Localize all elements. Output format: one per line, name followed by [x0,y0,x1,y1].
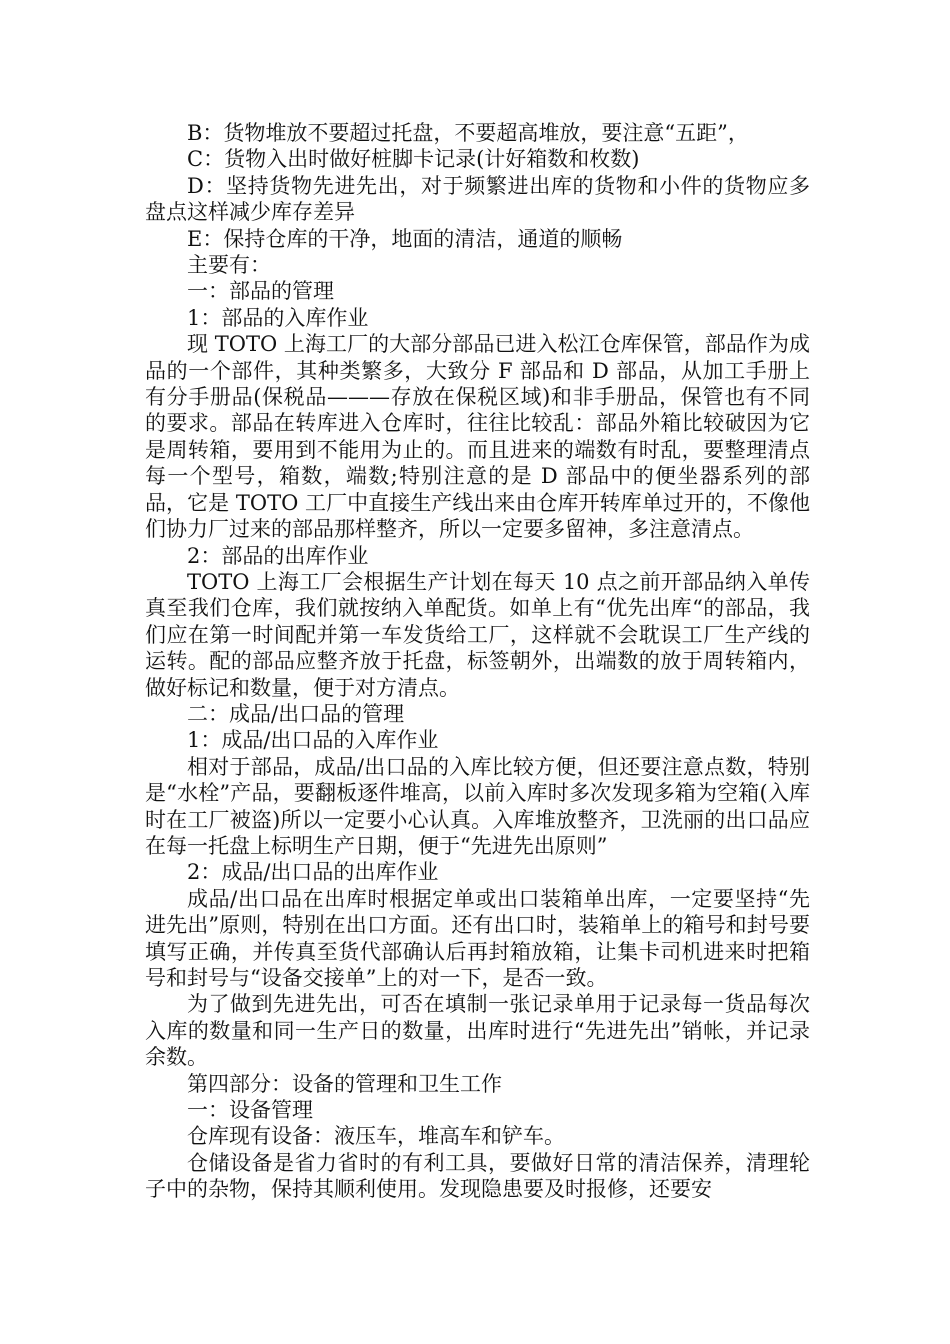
subsection-heading: 2：成品/出口品的出库作业 [187,860,439,885]
paragraph: 主要有： [187,253,271,278]
paragraph: 成品/出口品在出库时根据定单或出口装箱单出库，一定要坚持“先进先出”原则，特别在出口方面。还有出口时，装箱单上的箱号和封号要填写正确，并传真至货代部确认后再封箱放箱，让集卡司机进来时把箱号和封号与“设备交接单”上的对一下，是否一致。 [145,886,810,990]
paragraph: D：坚持货物先进先出，对于频繁进出库的货物和小件的货物应多盘点这样减少库存差异 [145,173,810,225]
paragraph: 仓储设备是省力省时的有利工具，要做好日常的清洁保养，清理轮子中的杂物，保持其顺利使用。发现隐患要及时报修，还要安 [145,1150,810,1202]
paragraph: 为了做到先进先出，可否在填制一张记录单用于记录每一货品每次入库的数量和同一生产日的数量，出库时进行“先进先出”销帐，并记录余数。 [145,992,810,1070]
part-heading: 第四部分：设备的管理和卫生工作 [187,1071,502,1096]
subsection-heading: 1：部品的入库作业 [187,305,369,330]
paragraph: E：保持仓库的干净，地面的清洁，通道的顺畅 [187,226,623,251]
paragraph: 现 TOTO 上海工厂的大部分部品已进入松江仓库保管，部品作为成品的一个部件，其种类繁多，大致分 F 部品和 D 部品，从加工手册上有分手册品(保税品———存放在保税区域)和非手册品，保管也有不同的要求。部品在转库进入仓库时，往往比较乱：部品外箱比较破因为它是周转箱，要用到不能用为止的。而且进来的端数有时乱，要整理清点每一个型号，箱数，端数;特别注意的是 D 部品中的便坐器系列的部品，它是 TOTO 工厂中直接生产线出来由仓库开转库单过开的，不像他们协力厂过来的部品那样整齐，所以一定要多留神，多注意清点。 [145,332,810,542]
paragraph: B：货物堆放不要超过托盘，不要超高堆放，要注意“五距”， [187,121,749,145]
section-heading: 一：设备管理 [187,1098,313,1123]
paragraph: 仓库现有设备：液压车，堆高车和铲车。 [187,1124,565,1149]
subsection-heading: 2：部品的出库作业 [187,543,369,568]
section-heading: 一：部品的管理 [187,279,334,304]
paragraph: TOTO 上海工厂会根据生产计划在每天 10 点之前开部品纳入单传真至我们仓库，我们就按纳入单配货。如单上有“优先出库“的部品，我们应在第一时间配并第一车发货给工厂，这样就不会耽误工厂生产线的运转。配的部品应整齐放于托盘，标签朝外，出端数的放于周转箱内，做好标记和数量，便于对方清点。 [145,569,810,700]
section-heading: 二：成品/出口品的管理 [187,701,405,726]
subsection-heading: 1：成品/出口品的入库作业 [187,728,439,753]
document-body [145,120,810,1203]
paragraph: 相对于部品，成品/出口品的入库比较方便，但还要注意点数，特别是“水栓”产品，要翻板逐件堆高，以前入库时多次发现多箱为空箱(入库时在工厂被盗)所以一定要小心认真。入库堆放整齐，卫洗丽的出口品应在每一托盘上标明生产日期，便于“先进先出原则” [145,754,810,858]
paragraph: C：货物入出时做好桩脚卡记录(计好箱数和枚数) [187,147,640,172]
